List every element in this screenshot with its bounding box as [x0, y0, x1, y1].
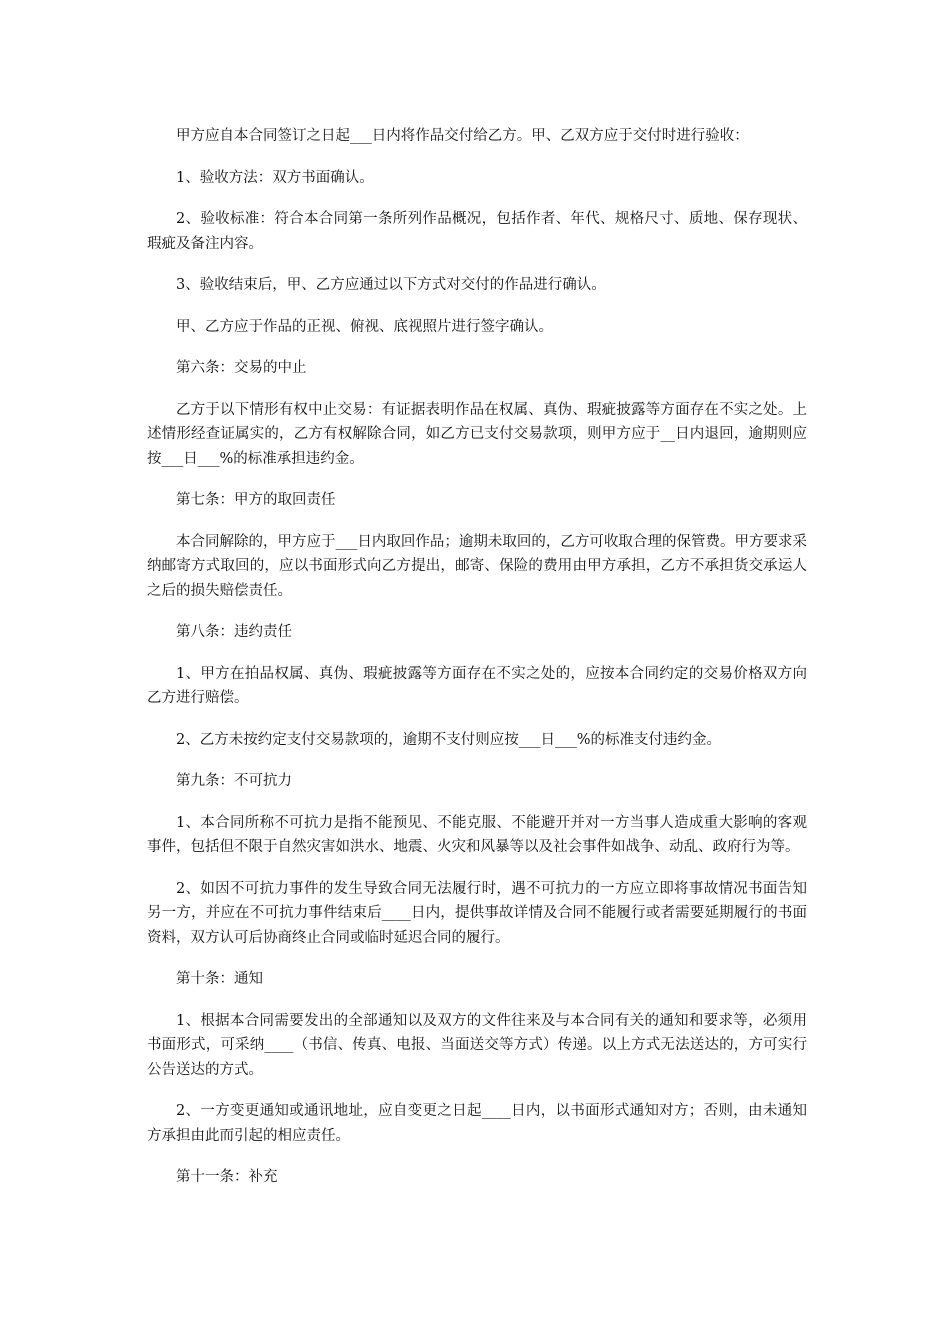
paragraph-breach-party-a: 1、甲方在拍品权属、真伪、瑕疵披露等方面存在不实之处的，应按本合同约定的交易价格双方向乙方进行赔偿。 — [147, 665, 807, 706]
heading-article-10: 第十条：通知 — [176, 971, 263, 987]
heading-article-9: 第九条：不可抗力 — [176, 773, 292, 789]
paragraph-photo-signature: 甲、乙方应于作品的正视、俯视、底视照片进行签字确认。 — [176, 318, 553, 335]
heading-article-11: 第十一条：补充 — [176, 1169, 278, 1185]
paragraph-acceptance-confirmation: 3、验收结束后，甲、乙方应通过以下方式对交付的作品进行确认。 — [176, 277, 606, 293]
paragraph-termination: 乙方于以下情形有权中止交易：有证据表明作品在权属、真伪、瑕疵披露等方面存在不实之处。上述情形经查证属实的，乙方有权解除合同，如乙方已支付交易款项，则甲方应于__日内退回，逾期则应按___日___%的标准承担违约金。 — [147, 401, 807, 467]
document-body — [147, 124, 807, 1207]
heading-article-8: 第八条：违约责任 — [176, 624, 292, 640]
heading-article-6: 第六条：交易的中止 — [176, 360, 307, 376]
paragraph-address-change: 2、一方变更通知或通讯地址，应自变更之日起____日内，以书面形式通知对方；否则，由未通知方承担由此而引起的相应责任。 — [147, 1103, 807, 1144]
paragraph-delivery-terms: 甲方应自本合同签订之日起___日内将作品交付给乙方。甲、乙双方应于交付时进行验收： — [176, 128, 749, 144]
paragraph-retrieval: 本合同解除的，甲方应于___日内取回作品；逾期未取回的，乙方可收取合理的保管费。甲方要求采纳邮寄方式取回的，应以书面形式向乙方提出，邮寄、保险的费用由甲方承担，乙方不承担货交承运人之后的损失赔偿责任。 — [147, 533, 807, 599]
paragraph-acceptance-method: 1、验收方法：双方书面确认。 — [176, 169, 374, 186]
paragraph-acceptance-standard: 2、验收标准：符合本合同第一条所列作品概况，包括作者、年代、规格尺寸、质地、保存现状、瑕疵及备注内容。 — [147, 211, 807, 252]
paragraph-breach-party-b: 2、乙方未按约定支付交易款项的，逾期不支付则应按___日___%的标准支付违约金。 — [176, 731, 722, 748]
paragraph-force-majeure-notice: 2、如因不可抗力事件的发生导致合同无法履行时，遇不可抗力的一方应立即将事故情况书面告知另一方，并应在不可抗力事件结束后____日内，提供事故详情及合同不能履行或者需要延期履行的书面资料，双方认可后协商终止合同或临时延迟合同的履行。 — [147, 880, 807, 946]
heading-article-7: 第七条：甲方的取回责任 — [176, 492, 336, 508]
paragraph-notice-form: 1、根据本合同需要发出的全部通知以及双方的文件往来及与本合同有关的通知和要求等，必须用书面形式，可采纳____（书信、传真、电报、当面送交等方式）传递。以上方式无法送达的，方可实行公告送达的方式。 — [147, 1012, 807, 1078]
paragraph-force-majeure-definition: 1、本合同所称不可抗力是指不能预见、不能克服、不能避开并对一方当事人造成重大影响的客观事件，包括但不限于自然灾害如洪水、地震、火灾和风暴等以及社会事件如战争、动乱、政府行为等。 — [147, 814, 807, 855]
